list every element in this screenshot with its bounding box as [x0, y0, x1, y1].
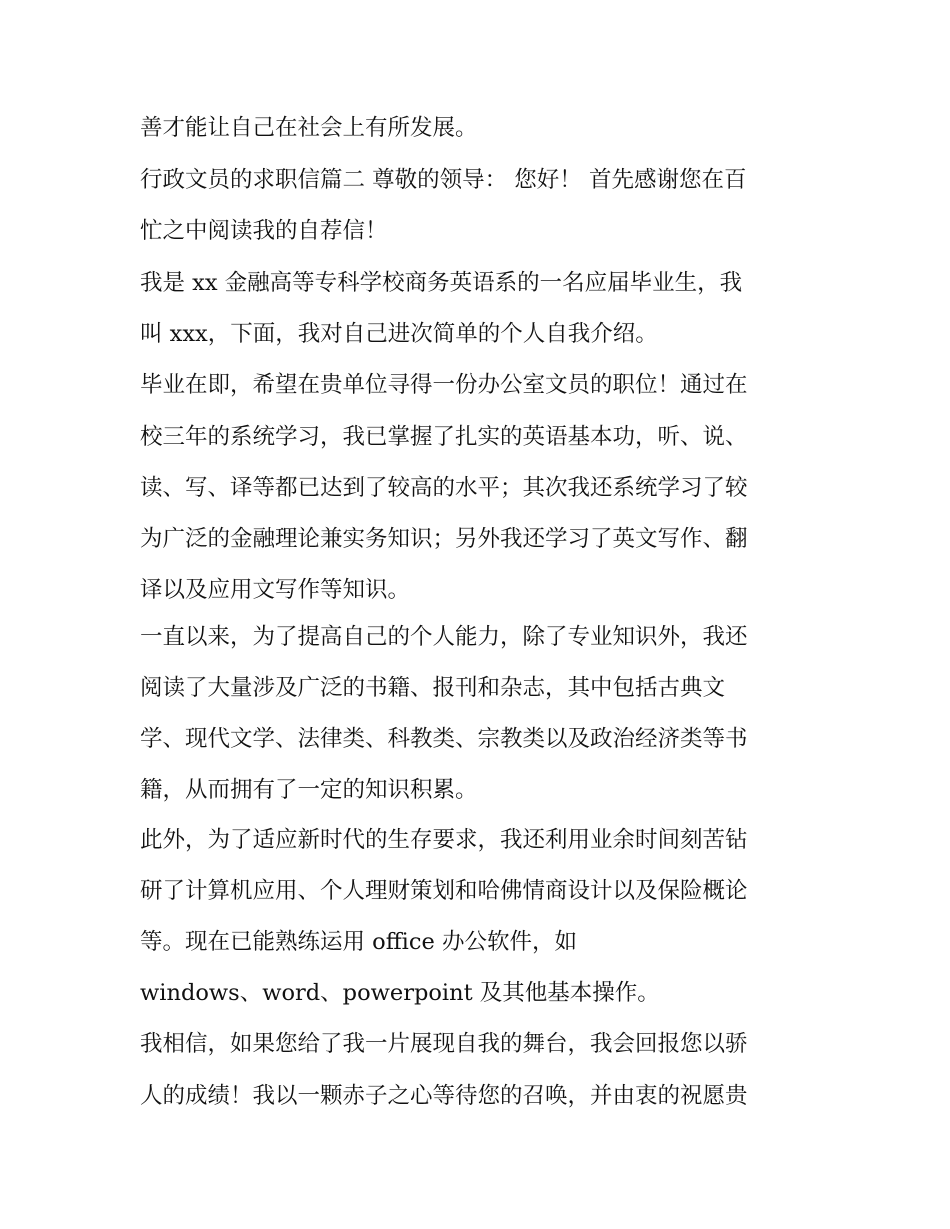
text-line: 读、写、译等都已达到了较高的水平；其次我还系统学习了较	[140, 475, 748, 501]
text-line: 人的成绩！我以一颗赤子之心等待您的召唤，并由衷的祝愿贵	[140, 1083, 748, 1109]
text-line: 等。现在已能熟练运用 office 办公软件，如	[140, 929, 577, 955]
text-line: 我是 xx 金融高等专科学校商务英语系的一名应届毕业生，我	[140, 270, 743, 296]
text-line: 学、现代文学、法律类、科教类、宗教类以及政治经济类等书	[140, 726, 748, 752]
text-line: 行政文员的求职信篇二 尊敬的领导： 您好！ 首先感谢您在百	[140, 167, 747, 193]
text-line: 校三年的系统学习，我已掌握了扎实的英语基本功，听、说、	[140, 424, 748, 450]
text-line: 研了计算机应用、个人理财策划和哈佛情商设计以及保险概论	[140, 878, 748, 904]
text-line: 毕业在即，希望在贵单位寻得一份办公室文员的职位！通过在	[140, 372, 748, 398]
text-line: 此外，为了适应新时代的生存要求，我还利用业余时间刻苦钻	[140, 827, 748, 853]
text-line: 一直以来，为了提高自己的个人能力，除了专业知识外，我还	[140, 624, 748, 650]
text-line: 译以及应用文写作等知识。	[140, 577, 411, 603]
text-line: 忙之中阅读我的自荐信！	[140, 218, 388, 244]
text-line: 我相信，如果您给了我一片展现自我的舞台，我会回报您以骄	[140, 1031, 748, 1057]
text-line: 为广泛的金融理论兼实务知识；另外我还学习了英文写作、翻	[140, 526, 748, 552]
text-line: 阅读了大量涉及广泛的书籍、报刊和杂志，其中包括古典文	[140, 675, 726, 701]
text-line: windows、word、powerpoint 及其他基本操作。	[140, 980, 660, 1006]
text-line: 善才能让自己在社会上有所发展。	[140, 115, 478, 141]
text-line: 叫 xxx，下面，我对自己进次简单的个人自我介绍。	[140, 321, 658, 347]
text-line: 籍，从而拥有了一定的知识积累。	[140, 777, 478, 803]
